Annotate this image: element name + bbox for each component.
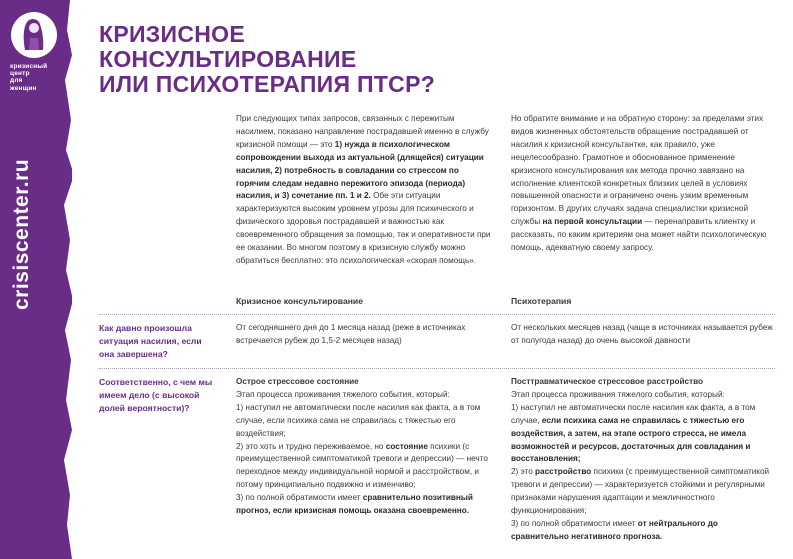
divider	[99, 368, 775, 369]
org-name-line: кризисный	[10, 63, 48, 70]
org-name	[10, 63, 70, 92]
cell-body	[511, 389, 773, 544]
body-text: При следующих типах запросов, связанных с пережитым насилием, показано направление пострадавшей именно в службу кризисной помощи — это	[236, 114, 489, 149]
intro-paragraph-right	[511, 113, 773, 255]
row-label-timing: Как давно произошла ситуация насилия, если она завершена?	[99, 323, 202, 359]
body-text: 3) по полной обратимости имеет	[236, 493, 363, 503]
column-header-psychotherapy: Психотерапия	[511, 296, 572, 306]
emphasis-text: от нейтрального до сравнительно негативного прогноза.	[511, 518, 718, 541]
body-text: психики (с преимущественной симптоматикой тревоги и депрессии) — характеризуется стойкими и регулярными признаками нарушения адаптации и межличностного функционирования;	[511, 467, 770, 516]
body-text: — перенаправить клиентку и рассказать, по каким критериям она может найти психологическую помощь, адекватную своему запросу.	[511, 217, 767, 253]
title-line: КОНСУЛЬТИРОВАНИЕ	[99, 46, 357, 72]
body-text: 3) по полной обратимости имеет	[511, 518, 638, 528]
cell-timing-psychotherapy: От нескольких месяцев назад (чаще в источниках называется рубеж от полугода назад) до очень высокой давности	[511, 323, 773, 345]
body-text: 2) это хоть и трудно переживаемое, но	[236, 441, 386, 451]
org-name-line: женщин	[10, 84, 37, 92]
row-label-condition: Соответственно, с чем мы имеем дело (с высокой долей вероятности)?	[99, 377, 213, 413]
women-crisis-center-logo	[9, 10, 59, 60]
emphasis-text: 1) нужда в психологическом сопровождении выхода из актуальной (длящейся) ситуации насилия, 2) потребность в совладании со стрессом по горячим следам недавно пережитого эпизода (периода) насилия, и 3) сочетание пп. 1 и 2.	[236, 139, 484, 201]
emphasis-text: если психика сама не справилась с тяжестью его воздействия, а затем, на этапе острого стресса, не имела возможностей и ресурсов, достаточных для совладания и восстановления;	[511, 415, 751, 464]
body-text: 2) это	[511, 467, 536, 477]
cell-heading: Посттравматическое стрессовое расстройство	[511, 377, 704, 386]
cell-condition-psychotherapy	[511, 376, 773, 544]
column-header-crisis: Кризисное консультирование	[236, 296, 363, 306]
body-text: Этап процесса проживания тяжелого события, который:	[511, 389, 725, 399]
emphasis-text: расстройство	[535, 467, 592, 477]
body-text: Обе эти ситуации характеризуются высоким уровнем угрозы для психического и физического здоровья пострадавшей и важностью как своевременного обращения за помощью, так и оперативности при ее оказании. Во многом поэтому в кризисную службу можно обратиться бесплатно: это психологическая «скорая помощь».	[236, 191, 491, 265]
body-text: Но обратите внимание и на обратную сторону: за пределами этих видов жизненных обстоятельств обращение пострадавшей от насилия к кризисной консультантке, как правило, уже нецелесообразно. Грамотное и обоснованное применение кризисного консультирования как метода прочно завязано на исполнение клиентской конкретных близких целей в условиях повышенной опасности и ограничено очень узким временным горизонтом. В других случаях задача специалистки кризисной службы	[511, 114, 764, 227]
body-text: 1) наступил не автоматически после насилия как факта, а в том случае, если психика сама не справилась с тяжестью его воздействия;	[236, 402, 481, 438]
phone-number: +7 (812) 327-30-00	[19, 375, 41, 556]
body-text: 1) наступил не автоматически после насилия как факта, а в том случае,	[511, 402, 756, 425]
page-title	[99, 22, 435, 97]
org-name-line: центр	[10, 70, 30, 78]
website-link[interactable]: crisiscenter.ru	[10, 158, 33, 310]
cell-condition-crisis	[236, 376, 494, 518]
title-line: ИЛИ ПСИХОТЕРАПИЯ ПТСР?	[99, 71, 436, 97]
emphasis-text: состояние	[385, 441, 428, 451]
intro-paragraph-left	[236, 113, 492, 268]
emphasis-text: сравнительно позитивный прогноз, если кризисная помощь оказана своевременно.	[236, 493, 473, 516]
divider	[99, 314, 775, 315]
cell-timing-crisis: От сегодняшнего дня до 1 месяца назад (реже в источниках встречается рубеж до 1,5-2 месяцев назад)	[236, 323, 466, 345]
cell-heading: Острое стрессовое состояние	[236, 377, 359, 386]
cell-body	[236, 389, 494, 518]
emphasis-text: на первой консультации	[542, 217, 643, 227]
title-line: КРИЗИСНОЕ	[99, 21, 246, 47]
body-text: Этап процесса проживания тяжелого события, который:	[236, 389, 450, 399]
org-name-line: для	[10, 77, 23, 85]
body-text: психики (с преимущественной симптоматикой тревоги и депрессии) — нечто переходное между индивидуальной нормой и расстройством, и потому принципиально подвижно и изменчиво;	[236, 441, 488, 490]
